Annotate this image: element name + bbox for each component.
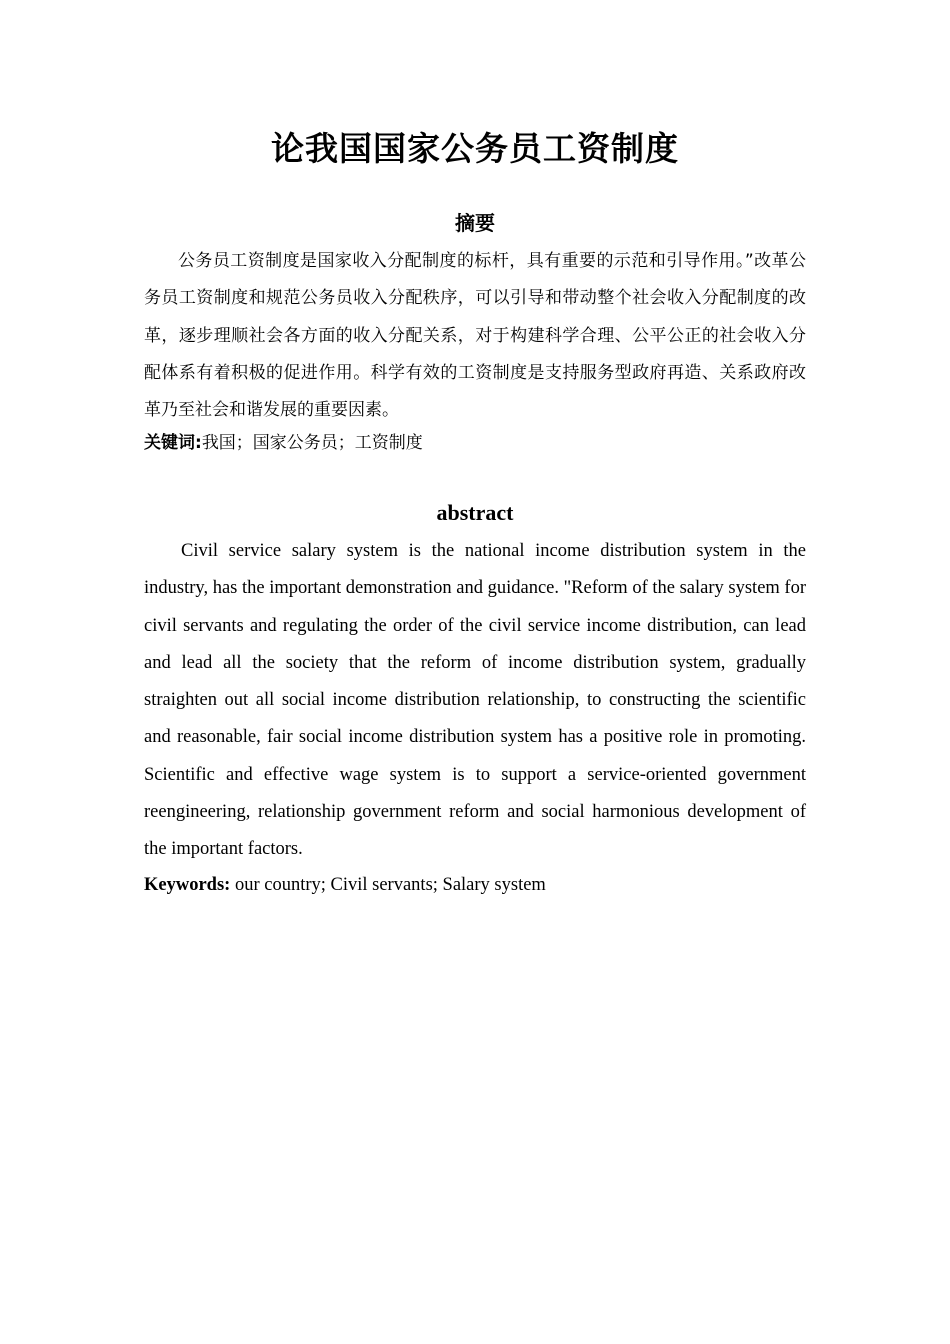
english-abstract-heading: abstract <box>436 500 514 525</box>
document-title: 论我国国家公务员工资制度 <box>271 129 679 168</box>
chinese-keywords <box>144 428 806 458</box>
english-abstract-body: Civil service salary system is the national income distribution system in the industry, has the important demonstration and guidance. "Reform of the salary system for civil servants and regulating the order of the civil service income distribution, can lead and lead all the society that the reform of income distribution system, gradually straighten out all social income distribution relationship, to constructing the scientific and reasonable, fair social income distribution system has a positive role in promoting. Scientific and effective wage system is to support a service-oriented government reengineering, relationship government reform and social harmonious development of the important factors. <box>144 541 806 860</box>
chinese-abstract-heading: 摘要 <box>455 211 495 235</box>
english-keywords-label: Keywords: <box>144 875 231 895</box>
chinese-abstract-body: 公务员工资制度是国家收入分配制度的标杆，具有重要的示范和引导作用。”改革公务员工资制度和规范公务员收入分配秩序，可以引导和带动整个社会收入分配制度的改革，逐步理顺社会各方面的收入分配关系，对于构建科学合理、公平公正的社会收入分配体系有着积极的促进作用。科学有效的工资制度是支持服务型政府再造、关系政府改革乃至社会和谐发展的重要因素。 <box>144 251 806 421</box>
english-keywords-text: our country; Civil servants; Salary system <box>230 875 546 895</box>
chinese-keywords-label: 关键词: <box>144 433 202 453</box>
chinese-keywords-text: 我国；国家公务员；工资制度 <box>201 433 423 453</box>
english-keywords <box>144 870 806 900</box>
